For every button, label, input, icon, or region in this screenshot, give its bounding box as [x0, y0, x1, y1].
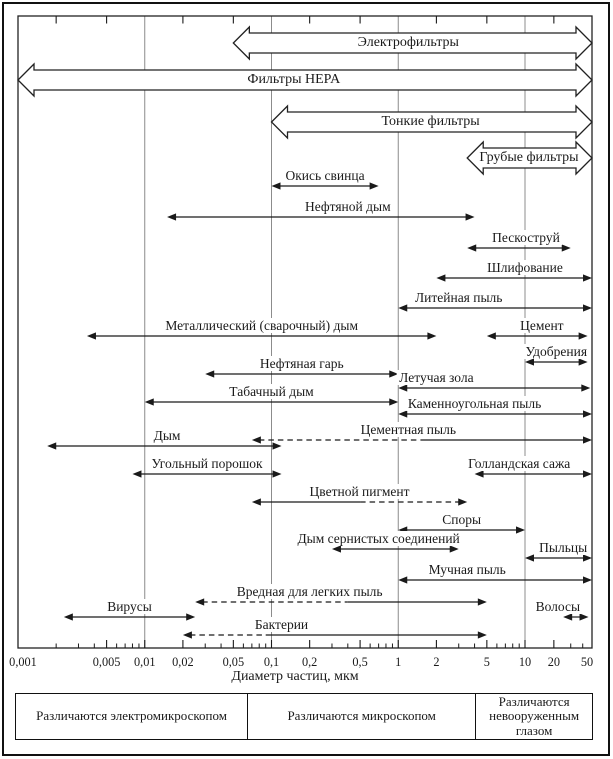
filter-label-0: Электрофильтры	[357, 35, 459, 50]
axis-tick-label-0,05: 0,05	[222, 655, 245, 669]
series-label-16: Цветной пигмент	[309, 484, 410, 499]
series-label-11: Каменноугольная пыль	[407, 396, 542, 411]
series-label-13: Дым	[153, 428, 181, 443]
series-label-19: Пыльцы	[539, 540, 588, 555]
axis-tick-label-10: 10	[518, 655, 532, 669]
legend-cell-naked-eye: Различаются невооруженным глазом	[489, 693, 580, 738]
axis-tick-label-0,1: 0,1	[263, 655, 280, 669]
axis-tick-label-0,005: 0,005	[92, 655, 121, 669]
axis-tick-label-2: 2	[433, 655, 440, 669]
series-label-23: Волосы	[535, 599, 581, 614]
series-label-1: Нефтяной дым	[304, 199, 391, 214]
axis-tick-label-0,02: 0,02	[172, 655, 194, 669]
axis-tick-label-0,2: 0,2	[301, 655, 318, 669]
series-label-4: Литейная пыль	[414, 290, 503, 305]
series-label-17: Споры	[442, 512, 482, 527]
filter-label-2: Тонкие фильтры	[381, 114, 480, 129]
series-label-22: Вирусы	[107, 599, 152, 614]
filter-label-1: Фильтры HEPA	[247, 72, 341, 87]
legend-table	[15, 693, 593, 740]
series-label-2: Пескоструй	[492, 230, 560, 245]
series-label-14: Угольный порошок	[151, 456, 263, 471]
axis-tick-label-5: 5	[483, 655, 490, 669]
axis-tick-label-1: 1	[395, 655, 402, 669]
series-label-5: Металлический (сварочный) дым	[165, 318, 359, 333]
axis-tick-label-0,5: 0,5	[352, 655, 368, 669]
series-label-8: Нефтяная гарь	[259, 356, 344, 371]
legend-cell-microscope: Различаются микроскопом	[248, 694, 476, 739]
series-label-12: Цементная пыль	[360, 422, 456, 437]
axis-tick-label-20: 20	[547, 655, 560, 669]
series-label-7: Удобрения	[525, 344, 588, 359]
axis-tick-label-50: 50	[580, 655, 594, 669]
axis-tick-label-0,001: 0,001	[9, 655, 37, 669]
series-label-9: Летучая зола	[399, 370, 474, 385]
series-label-21: Вредная для легких пыль	[236, 584, 383, 599]
series-label-10: Табачный дым	[229, 384, 314, 399]
axis-tick-label-0,01: 0,01	[133, 655, 156, 669]
series-label-20: Мучная пыль	[428, 562, 506, 577]
series-label-0: Окись свинца	[285, 168, 365, 183]
series-label-15: Голландская сажа	[468, 456, 571, 471]
series-label-24: Бактерии	[254, 617, 309, 632]
x-axis-caption: Диаметр частиц, мкм	[231, 669, 359, 684]
series-label-3: Шлифование	[487, 260, 563, 275]
series-label-18: Дым сернистых соединений	[297, 531, 460, 546]
legend-cell-electron-microscope: Различаются электромикроскопом	[16, 694, 248, 739]
filter-label-3: Грубые фильтры	[479, 150, 579, 165]
series-label-6: Цемент	[520, 318, 564, 333]
